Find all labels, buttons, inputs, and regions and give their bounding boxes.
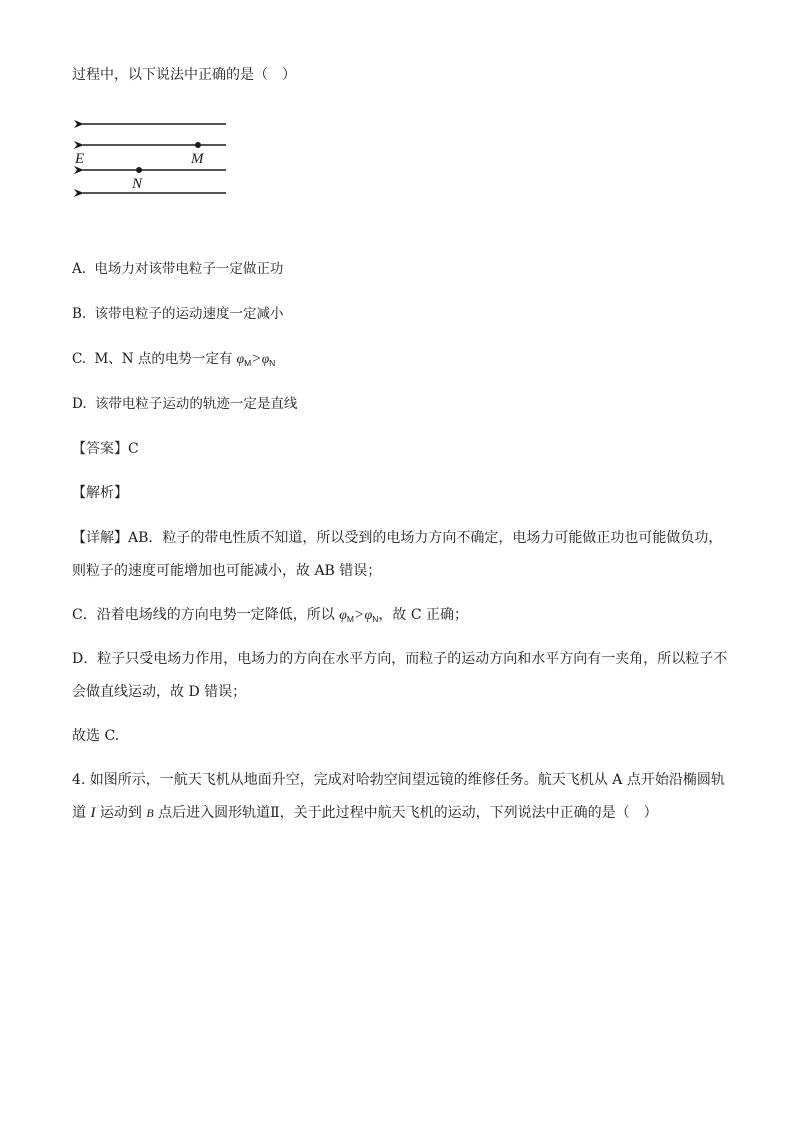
detail-ab-line-2: 则粒子的速度可能增加也可能减小，故 AB 错误； [72, 563, 382, 579]
label-M: M [191, 151, 204, 167]
q4-point-B: B [146, 806, 154, 820]
question-4-line-2 [72, 804, 658, 822]
analysis-heading: 【解析】 [72, 485, 128, 501]
detail-ab-text-1: AB．粒子的带电性质不知道，所以受到的电场力方向不确定，电场力可能做正功也可能做负功， [128, 530, 723, 546]
question-intro: 过程中，以下说法中正确的是（ ） [72, 67, 296, 83]
detail-c-sub-n: N [372, 614, 379, 624]
detail-c-sub-m: M [346, 614, 355, 624]
point-N [136, 167, 142, 173]
option-b-text: 该带电粒子的运动速度一定减小 [94, 306, 284, 322]
q4-text-c: 点后进入圆形轨道Ⅱ，关于此过程中航天飞机的运动，下列说法中正确的是（ ） [153, 805, 658, 821]
option-c-sub-m: M [244, 358, 252, 368]
option-c-gt: > [252, 351, 261, 367]
detail-c-pre: C．沿着电场线的方向电势一定降低，所以 [72, 607, 340, 623]
option-c-pre: M、N 点的电势一定有 [94, 351, 237, 367]
answer-label: 【答案】 [72, 441, 128, 457]
q4-orbit-I: I [90, 805, 96, 821]
conclusion: 故选 C. [72, 728, 120, 744]
option-c-letter: C. [72, 351, 87, 367]
option-c-phi-n: φ [261, 351, 270, 366]
label-N: N [132, 176, 143, 192]
option-d-letter: D. [72, 396, 87, 412]
label-E: E [75, 151, 85, 167]
option-d-text: 该带电粒子运动的轨迹一定是直线 [94, 396, 298, 412]
detail-ab-line-1 [72, 529, 722, 547]
detail-c-phi-n: φ [364, 608, 373, 623]
detail-c-post: ，故 C 正确； [378, 607, 468, 623]
question-4-line-1: 4. 如图所示，一航天飞机从地面升空，完成对哈勃空间望远镜的维修任务。航天飞机从 A 点开始沿椭圆轨 [72, 772, 725, 788]
option-c-phi-m: φ [236, 351, 245, 366]
q4-text-a: 道 [72, 805, 91, 821]
detail-c-line [72, 606, 468, 628]
electric-field-figure [70, 110, 240, 205]
option-a-letter: A. [72, 261, 87, 277]
detail-d-line-2: 会做直线运动，故 D 错误； [72, 684, 247, 700]
option-c-sub-n: N [269, 358, 276, 368]
option-c [72, 350, 275, 372]
detail-c-gt: > [355, 607, 364, 623]
option-d [72, 395, 297, 413]
detail-d-line-1: D．粒子只受电场力作用，电场力的方向在水平方向，而粒子的运动方向和水平方向有一夹角，所以粒子不 [72, 651, 728, 667]
option-a-text: 电场力对该带电粒子一定做正功 [94, 261, 284, 277]
answer-value: C [128, 441, 139, 457]
answer-line [72, 440, 139, 458]
option-b-letter: B. [72, 306, 87, 322]
q4-text-b: 运动到 [95, 805, 147, 821]
detail-label: 【详解】 [72, 530, 128, 546]
option-b [72, 305, 284, 323]
point-M [195, 142, 201, 148]
detail-c-phi-m: φ [339, 608, 347, 623]
option-a [72, 260, 283, 278]
